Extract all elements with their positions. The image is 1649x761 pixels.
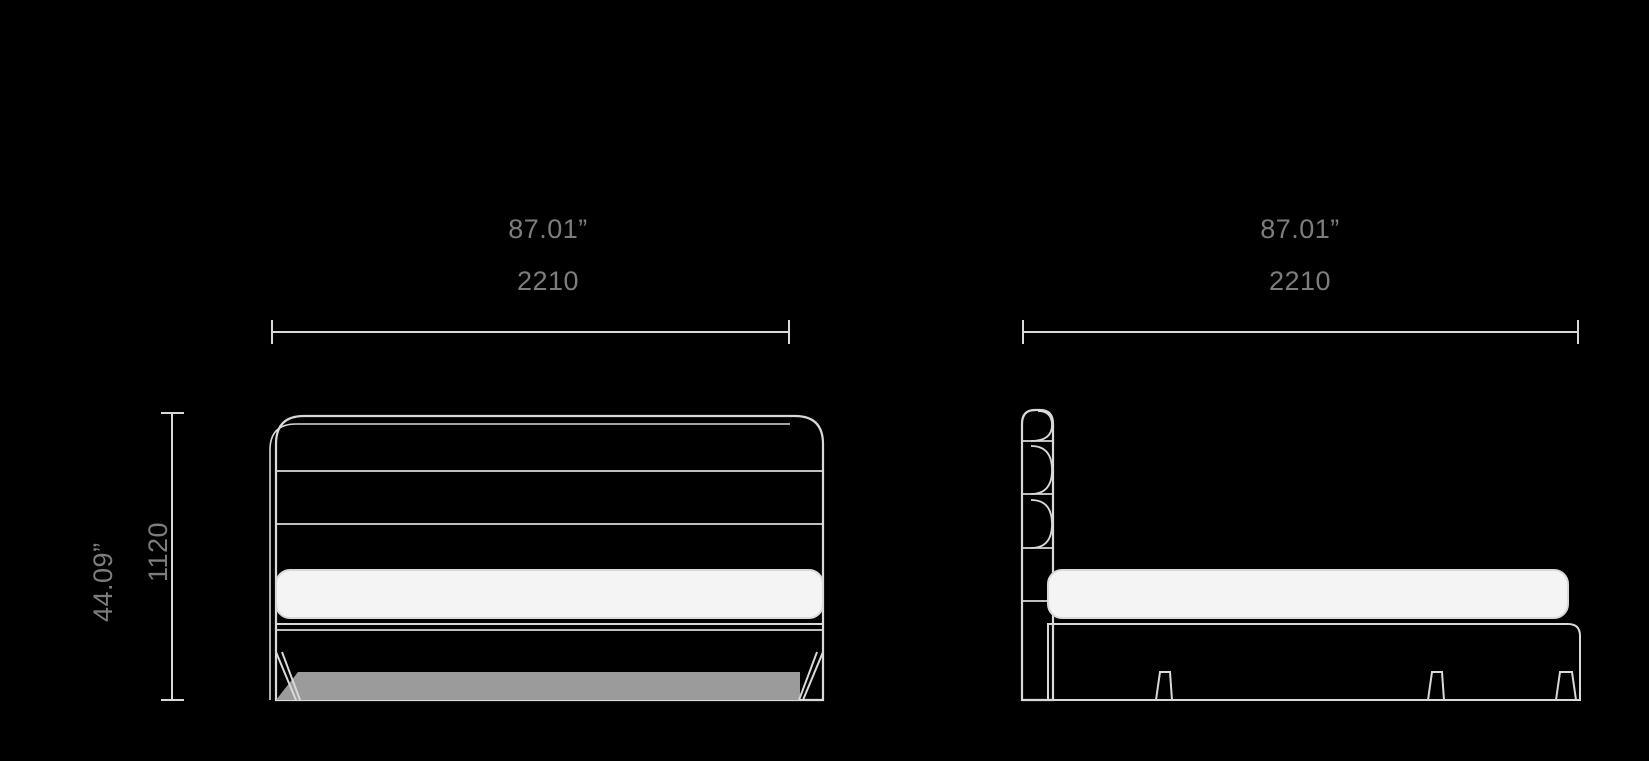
front-base-shadow [276,672,800,700]
front-height-mm-label: 1120 [143,521,173,582]
side-width-inches-label: 87.01” [1260,214,1340,244]
side-headboard-lobes [1022,411,1053,601]
front-width-inches-label: 87.01” [508,214,588,244]
front-width-mm-label: 2210 [516,266,580,296]
side-base-frame [1048,624,1580,700]
front-headboard-depth-line [270,424,790,700]
side-legs [1156,672,1576,700]
front-height-inches-label: 44.09” [88,542,118,622]
front-headboard-outline [276,416,823,700]
front-mattress-block [276,570,823,618]
front-view-group [161,320,823,700]
front-height-dimension-line [161,413,184,700]
side-width-dimension-line [1023,320,1578,344]
side-view-group [1022,320,1580,700]
side-width-mm-label: 2210 [1268,266,1332,296]
front-width-dimension-line [272,320,789,344]
side-mattress-block [1048,570,1568,618]
